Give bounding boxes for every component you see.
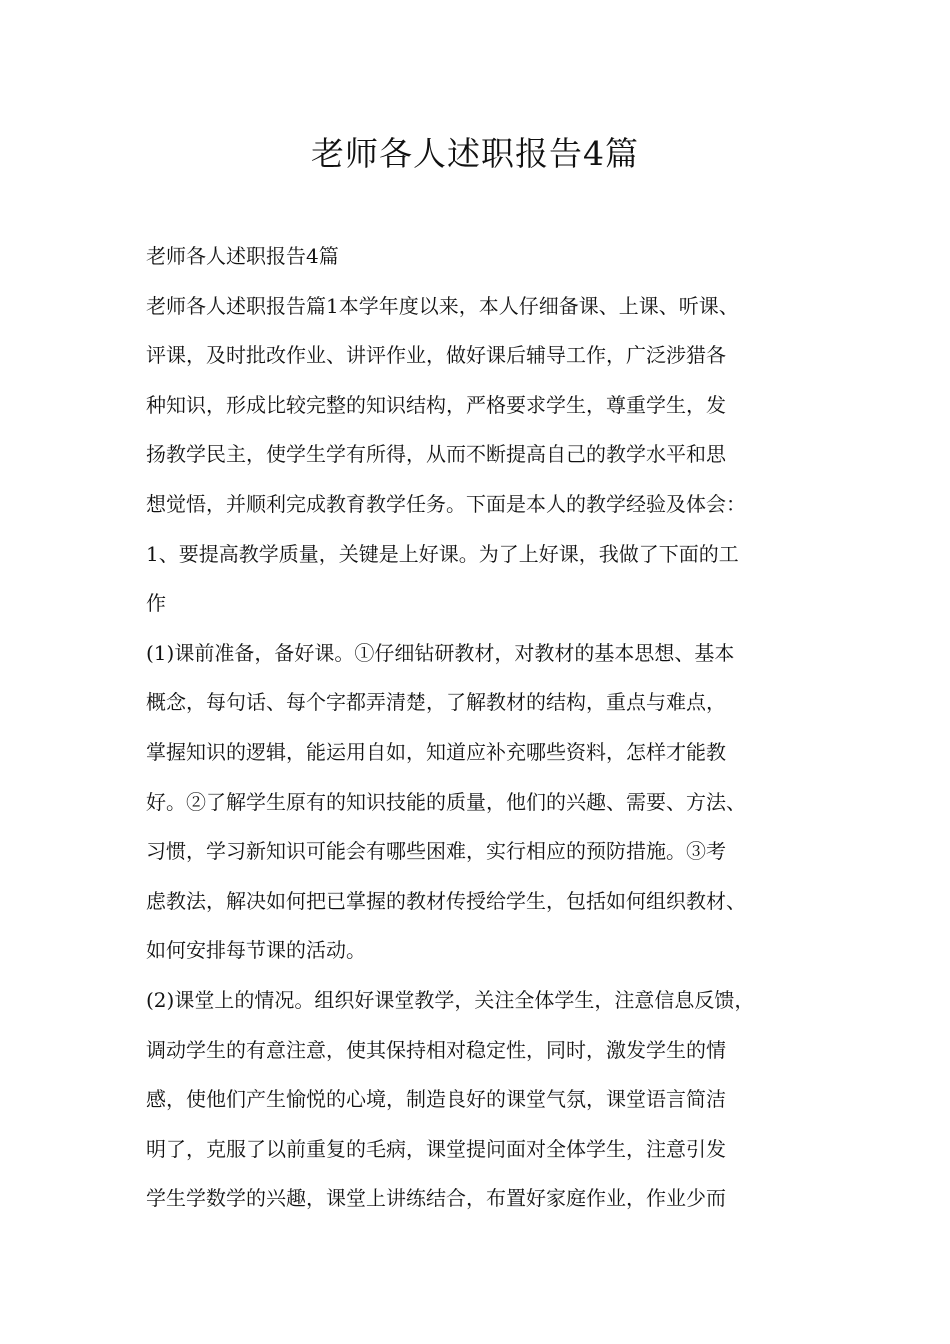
body-line: 1、要提高教学质量，关键是上好课。为了上好课，我做了下面的工 [146,541,739,566]
body-line: (2)课堂上的情况。组织好课堂教学，关注全体学生，注意信息反馈， [146,987,755,1012]
body-line: 想觉悟，并顺利完成教育教学任务。下面是本人的教学经验及体会： [146,491,746,516]
body-line: 作 [146,591,166,616]
body-line: 扬教学民主，使学生学有所得，从而不断提高自己的教学水平和思 [146,442,726,467]
body-line: 如何安排每节课的活动。 [146,938,366,963]
body-line: 学生学数学的兴趣，课堂上讲练结合，布置好家庭作业，作业少而 [146,1186,726,1211]
body-line: 好。②了解学生原有的知识技能的质量，他们的兴趣、需要、方法、 [146,789,746,814]
document-title: 老师各人述职报告4篇 [311,134,639,173]
body-line: 调动学生的有意注意，使其保持相对稳定性，同时，激发学生的情 [146,1037,726,1062]
body-line: (1)课前准备，备好课。①仔细钻研教材，对教材的基本思想、基本 [146,640,735,665]
body-line: 虑教法，解决如何把已掌握的教材传授给学生，包括如何组织教材、 [146,888,746,913]
document-body [146,232,826,1224]
body-line: 评课，及时批改作业、讲评作业，做好课后辅导工作，广泛涉猎各 [146,343,726,368]
body-line: 老师各人述职报告4篇 [146,244,339,268]
body-line: 种知识，形成比较完整的知识结构，严格要求学生，尊重学生，发 [146,392,726,417]
body-line: 老师各人述职报告篇1本学年度以来，本人仔细备课、上课、听课、 [146,293,739,318]
body-line: 感，使他们产生愉悦的心境，制造良好的课堂气氛，课堂语言简洁 [146,1087,726,1112]
body-line: 概念，每句话、每个字都弄清楚，了解教材的结构，重点与难点， [146,690,726,715]
body-line: 明了，克服了以前重复的毛病，课堂提问面对全体学生，注意引发 [146,1136,726,1161]
body-line: 习惯，学习新知识可能会有哪些困难，实行相应的预防措施。③考 [146,839,726,864]
body-line: 掌握知识的逻辑，能运用自如，知道应补充哪些资料，怎样才能教 [146,739,726,764]
